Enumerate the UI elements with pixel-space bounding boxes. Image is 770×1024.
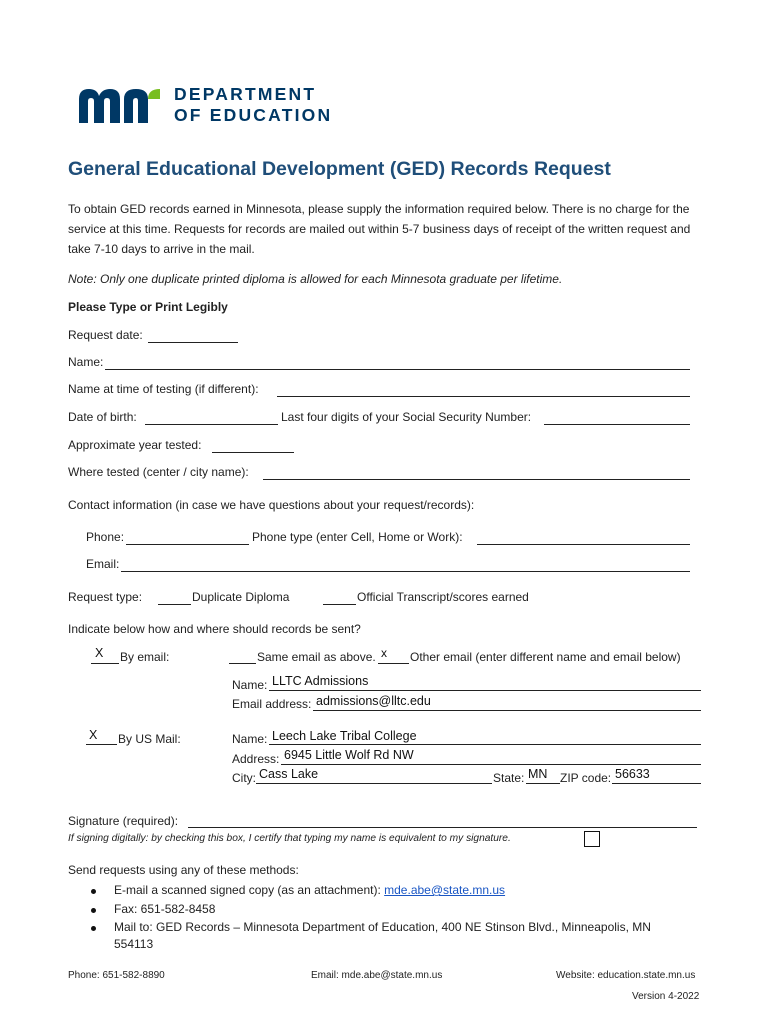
email-address-field[interactable] — [313, 710, 701, 711]
duplicate-diploma-field[interactable] — [158, 604, 191, 605]
email-address-label: Email address: — [232, 697, 312, 711]
city-label: City: — [232, 771, 256, 785]
email-address-value: admissions@lltc.edu — [316, 694, 431, 708]
by-email-mark: X — [95, 646, 104, 660]
signature-label: Signature (required): — [68, 814, 179, 828]
request-type-label: Request type: — [68, 590, 143, 604]
where-tested-label: Where tested (center / city name): — [68, 465, 249, 479]
by-mail-field[interactable] — [86, 744, 117, 745]
other-email-field[interactable] — [378, 663, 409, 664]
request-date-field[interactable] — [148, 342, 238, 343]
by-mail-mark: X — [89, 728, 98, 742]
footer-version: Version 4-2022 — [632, 991, 700, 1002]
mail-name-label: Name: — [232, 732, 268, 746]
bullet-dot — [91, 889, 96, 894]
email-name-label: Name: — [232, 678, 268, 692]
name-at-testing-label: Name at time of testing (if different): — [68, 382, 259, 396]
digital-sign-text: If signing digitally: by checking this box, I certify that typing my name is equivalent to my signature. — [68, 833, 511, 844]
name-field[interactable] — [105, 369, 690, 370]
by-email-label: By email: — [120, 650, 170, 664]
send-fax-item: Fax: 651-582-8458 — [114, 902, 216, 916]
instruction-text: Please Type or Print Legibly — [68, 300, 228, 314]
address-label: Address: — [232, 752, 280, 766]
mn-logo-mark — [76, 85, 162, 125]
send-mail-item: Mail to: GED Records – Minnesota Department of Education, 400 NE Stinson Blvd., Minneapolis, MN — [114, 920, 651, 934]
send-email-prefix: E-mail a scanned signed copy (as an attachment): — [114, 883, 385, 897]
other-email-mark: x — [381, 646, 387, 660]
official-transcript-label: Official Transcript/scores earned — [357, 590, 529, 604]
year-tested-label: Approximate year tested: — [68, 438, 202, 452]
email-field[interactable] — [121, 571, 690, 572]
send-email-item — [114, 883, 505, 897]
state-field[interactable] — [526, 783, 560, 784]
delivery-heading: Indicate below how and where should records be sent? — [68, 622, 361, 636]
state-value: MN — [528, 767, 548, 781]
footer-website: Website: education.state.mn.us — [556, 970, 696, 981]
send-heading: Send requests using any of these methods: — [68, 863, 299, 877]
city-field[interactable] — [256, 783, 492, 784]
intro-text: To obtain GED records earned in Minnesota, please supply the information required below. There is no charge for the service at this time. Requests for records are mailed out within 5-7 business days of receipt of the written request and take 7-10 days to arrive in the mail. — [68, 202, 691, 256]
signature-field[interactable] — [188, 827, 697, 828]
mail-name-value: Leech Lake Tribal College — [272, 729, 417, 743]
mail-name-field[interactable] — [269, 744, 701, 745]
zip-value: 56633 — [615, 767, 650, 781]
dob-label: Date of birth: — [68, 410, 137, 424]
where-tested-field[interactable] — [263, 479, 690, 480]
mde-logo — [76, 84, 356, 126]
duplicate-diploma-label: Duplicate Diploma — [192, 590, 290, 604]
contact-heading: Contact information (in case we have questions about your request/records): — [68, 498, 475, 512]
send-mail-item-cont: 554113 — [114, 937, 154, 951]
phone-label: Phone: — [86, 530, 125, 544]
digital-sign-checkbox[interactable] — [584, 831, 600, 847]
send-email-link[interactable]: mde.abe@state.mn.us — [384, 883, 506, 897]
dept-line-2: OF EDUCATION — [174, 105, 333, 125]
ssn-label: Last four digits of your Social Security Number: — [281, 410, 532, 424]
email-label: Email: — [86, 557, 120, 571]
dept-line-1: DEPARTMENT — [174, 84, 317, 104]
phone-type-label: Phone type (enter Cell, Home or Work): — [252, 530, 463, 544]
footer-phone: Phone: 651-582-8890 — [68, 970, 165, 981]
bullet-dot — [91, 908, 96, 913]
address-field[interactable] — [281, 764, 701, 765]
phone-field[interactable] — [126, 544, 249, 545]
email-name-field[interactable] — [269, 690, 701, 691]
bullet-dot — [91, 926, 96, 931]
page-title: General Educational Development (GED) Records Request — [68, 158, 611, 180]
same-email-label: Same email as above. — [257, 650, 376, 664]
ssn-field[interactable] — [544, 424, 690, 425]
zip-field[interactable] — [612, 783, 701, 784]
name-label: Name: — [68, 355, 104, 369]
other-email-label: Other email (enter different name and email below) — [410, 650, 681, 664]
year-tested-field[interactable] — [212, 452, 294, 453]
by-email-field[interactable] — [91, 663, 119, 664]
by-mail-label: By US Mail: — [118, 732, 181, 746]
phone-type-field[interactable] — [477, 544, 690, 545]
footer-email: Email: mde.abe@state.mn.us — [311, 970, 443, 981]
request-date-label: Request date: — [68, 328, 143, 342]
note-text: Note: Only one duplicate printed diploma is allowed for each Minnesota graduate per lifetime. — [68, 272, 563, 286]
email-name-value: LLTC Admissions — [272, 674, 369, 688]
dob-field[interactable] — [145, 424, 278, 425]
same-email-field[interactable] — [229, 663, 256, 664]
city-value: Cass Lake — [259, 767, 319, 781]
official-transcript-field[interactable] — [323, 604, 356, 605]
name-at-testing-field[interactable] — [277, 396, 690, 397]
state-label: State: — [493, 771, 525, 785]
address-value: 6945 Little Wolf Rd NW — [284, 748, 414, 762]
zip-label: ZIP code: — [560, 771, 612, 785]
